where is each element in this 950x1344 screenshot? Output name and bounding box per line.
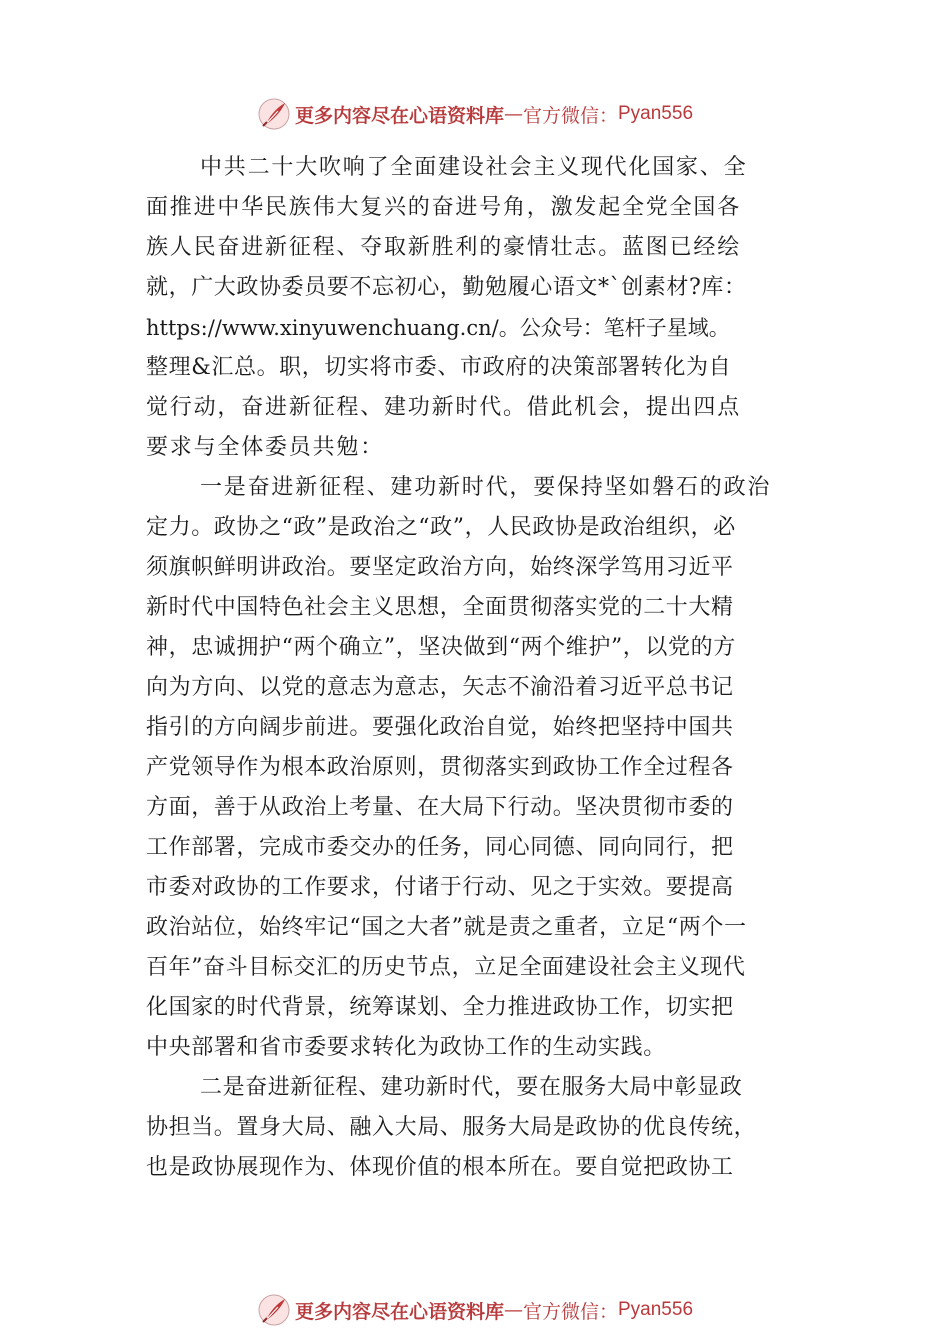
banner-separator: — bbox=[503, 103, 523, 125]
text-line: 定力。政协之“政”是政治之“政”，人民政协是政治组织，必 bbox=[146, 515, 736, 540]
text-line: 要求与全体委员共勉： bbox=[146, 435, 385, 460]
text-line: https://www.xinyuwenchuang.cn/。公众号：笔杆子星域。 bbox=[146, 316, 730, 340]
text-line: 方面，善于从政治上考量、在大局下行动。坚决贯彻市委的 bbox=[146, 795, 734, 820]
header-watermark-banner bbox=[0, 94, 950, 134]
text-line: 化国家的时代背景，统筹谋划、全力推进政协工作，切实把 bbox=[146, 995, 734, 1020]
text-line: 二是奋进新征程、建功新时代，要在服务大局中彰显政 bbox=[200, 1075, 743, 1100]
text-line: 整理&汇总。职，切实将市委、市政府的决策部署转化为自 bbox=[146, 355, 732, 380]
text-line: 也是政协展现作为、体现价值的根本所在。要自觉把政协工 bbox=[146, 1155, 734, 1180]
text-line: 神，忠诚拥护“两个确立”，坚决做到“两个维护”，以党的方 bbox=[146, 635, 736, 660]
quill-pen-logo-icon bbox=[257, 1293, 291, 1327]
document-body bbox=[146, 148, 810, 1188]
text-line: 就，广大政协委员要不忘初心，勤勉履心语文*`创素材?库： bbox=[146, 275, 747, 300]
banner-title: 更多内容尽在心语资料库 bbox=[294, 104, 504, 127]
text-line: 工作部署，完成市委交办的任务，同心同德、同向同行，把 bbox=[146, 835, 734, 860]
quill-pen-logo-icon bbox=[257, 97, 291, 131]
banner-wechat-id: Pyan556 bbox=[618, 103, 694, 124]
banner-title: 更多内容尽在心语资料库 bbox=[294, 1300, 504, 1323]
banner-wechat-id: Pyan556 bbox=[618, 1299, 694, 1320]
text-line: 觉行动，奋进新征程、建功新时代。借此机会，提出四点 bbox=[146, 395, 742, 420]
footer-watermark-banner bbox=[0, 1290, 950, 1330]
text-line: 族人民奋进新征程、夺取新胜利的豪情壮志。蓝图已经绘 bbox=[146, 235, 742, 260]
text-line: 中央部署和省市委要求转化为政协工作的生动实践。 bbox=[146, 1035, 666, 1060]
banner-separator: — bbox=[503, 1299, 523, 1321]
text-line: 一是奋进新征程、建功新时代，要保持坚如磐石的政治 bbox=[200, 475, 772, 500]
text-line: 政治站位，始终牢记“国之大者”就是责之重者，立足“两个一 bbox=[146, 915, 747, 940]
text-line: 产党领导作为根本政治原则，贯彻落实到政协工作全过程各 bbox=[146, 755, 734, 780]
text-line: 中共二十大吹响了全面建设社会主义现代化国家、全 bbox=[200, 155, 748, 180]
text-line: 协担当。置身大局、融入大局、服务大局是政协的优良传统， bbox=[146, 1115, 757, 1140]
text-line: 市委对政协的工作要求，付诸于行动、见之于实效。要提高 bbox=[146, 875, 734, 900]
text-line: 须旗帜鲜明讲政治。要坚定政治方向，始终深学笃用习近平 bbox=[146, 555, 734, 580]
text-line: 面推进中华民族伟大复兴的奋进号角，激发起全党全国各 bbox=[146, 195, 742, 220]
text-line: 向为方向、以党的意志为意志，矢志不渝沿着习近平总书记 bbox=[146, 675, 734, 700]
text-line: 新时代中国特色社会主义思想，全面贯彻落实党的二十大精 bbox=[146, 595, 734, 620]
text-line: 百年”奋斗目标交汇的历史节点，立足全面建设社会主义现代 bbox=[146, 955, 746, 980]
text-line: 指引的方向阔步前进。要强化政治自觉，始终把坚持中国共 bbox=[146, 715, 734, 740]
banner-wechat-label: 官方微信： bbox=[522, 104, 618, 127]
banner-wechat-label: 官方微信： bbox=[522, 1300, 618, 1323]
